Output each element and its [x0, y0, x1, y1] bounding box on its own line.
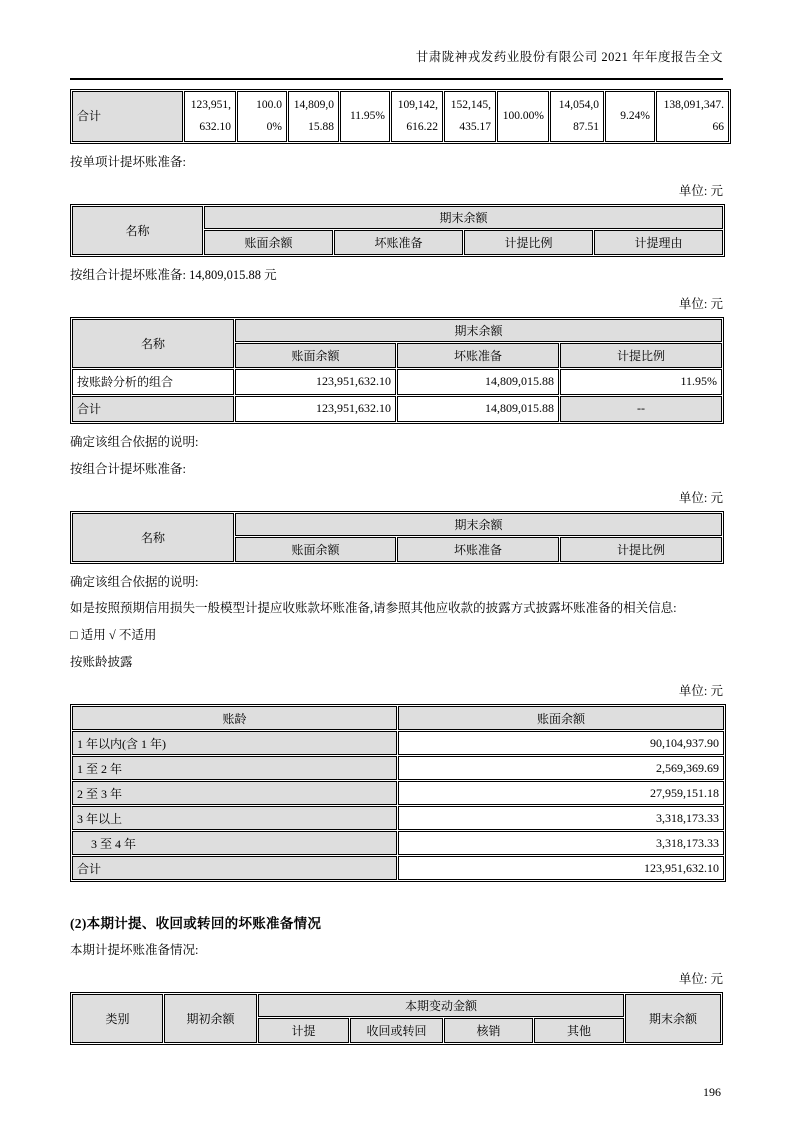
col-header-closing-balance: 期末余额: [625, 994, 721, 1043]
cell-bad-debt: 14,809,015.88: [397, 396, 559, 422]
cell-aging-label: 1 至 2 年: [72, 756, 397, 780]
col-header-period-balance: 期末余额: [235, 513, 722, 536]
col-header-reason: 计提理由: [594, 230, 723, 255]
table-header-row: [72, 206, 723, 229]
table-row-over-3y: [72, 806, 724, 830]
document-header-title: 甘肃陇神戎发药业股份有限公司 2021 年年度报告全文: [415, 50, 723, 64]
col-header-aging: 账龄: [72, 706, 397, 730]
col-header-bad-debt: 坏账准备: [334, 230, 463, 255]
cell-opening-book-ratio: 100.00%: [497, 91, 549, 142]
cell-aging-label: 1 年以内(含 1 年): [72, 731, 397, 755]
page-number: 196: [703, 1084, 721, 1099]
cell-closing-book-ratio: 100.00%: [237, 91, 287, 142]
current-period-intro: 本期计提坏账准备情况:: [70, 943, 199, 957]
cell-bad-debt: 14,809,015.88: [397, 369, 559, 395]
section-heading-current-period: (2)本期计提、收回或转回的坏账准备情况: [70, 916, 322, 931]
table-row-1-2y: [72, 756, 724, 780]
cell-closing-book-balance: 123,951,632.10: [184, 91, 236, 142]
table-row-within-1y: [72, 731, 724, 755]
col-header-opening-balance: 期初余额: [164, 994, 257, 1043]
table-row-aging-portfolio: [72, 369, 722, 395]
cell-aging-label: 3 至 4 年: [72, 831, 397, 855]
col-header-bad-debt: 坏账准备: [397, 537, 559, 562]
individual-provision-table: [70, 204, 725, 257]
col-header-name: 名称: [72, 206, 203, 255]
cell-aging-label: 2 至 3 年: [72, 781, 397, 805]
cell-book-balance: 90,104,937.90: [398, 731, 724, 755]
table-row-3-4y: [72, 831, 724, 855]
cell-book-balance: 123,951,632.10: [235, 369, 396, 395]
table-header-row: [72, 319, 722, 342]
col-header-written-off: 核销: [444, 1018, 533, 1043]
col-header-ratio: 计提比例: [560, 537, 722, 562]
cell-aging-label: 合计: [72, 856, 397, 880]
col-header-book-balance: 账面余额: [398, 706, 724, 730]
unit-label: 单位: 元: [678, 296, 723, 311]
unit-label: 单位: 元: [678, 971, 723, 986]
total-row-label: 合计: [72, 91, 183, 142]
cell-opening-book-balance: 152,145,435.17: [444, 91, 496, 142]
cell-book-balance: 27,959,151.18: [398, 781, 724, 805]
checkbox-unchecked-icon: □: [70, 628, 78, 643]
group-provision-intro-2: 按组合计提坏账准备:: [70, 461, 186, 476]
cell-ratio: --: [560, 396, 722, 422]
cell-book-balance: 123,951,632.10: [398, 856, 724, 880]
group-provision-table-2: [70, 511, 724, 564]
cell-closing-bad-debt: 14,809,015.88: [288, 91, 339, 142]
group-provision-intro: 按组合计提坏账准备: 14,809,015.88 元: [70, 267, 277, 282]
col-header-book-balance: 账面余额: [235, 537, 396, 562]
table-row: [72, 91, 729, 142]
unit-label: 单位: 元: [678, 684, 723, 698]
col-header-ratio: 计提比例: [560, 343, 722, 368]
col-header-ratio: 计提比例: [464, 230, 593, 255]
table-header-row: [72, 513, 722, 536]
col-header-recovered: 收回或转回: [350, 1018, 443, 1043]
table-header-row: [72, 706, 724, 730]
group-basis-note-2: 确定该组合依据的说明:: [70, 574, 199, 589]
total-summary-table: [70, 89, 731, 144]
col-header-other: 其他: [534, 1018, 624, 1043]
group-provision-table: [70, 317, 724, 424]
table-row-total: [72, 856, 724, 880]
cell-opening-provision-ratio: 9.24%: [605, 91, 655, 142]
cell-aging-label: 3 年以上: [72, 806, 397, 830]
col-header-book-balance: 账面余额: [235, 343, 396, 368]
cell-book-balance: 123,951,632.10: [235, 396, 396, 422]
group-basis-note: 确定该组合依据的说明:: [70, 434, 199, 449]
col-header-provision: 计提: [258, 1018, 349, 1043]
cell-opening-bad-debt: 14,054,087.51: [550, 91, 604, 142]
aging-table: [70, 704, 726, 882]
cell-closing-provision-ratio: 11.95%: [340, 91, 390, 142]
check-mark-icon: √: [108, 628, 116, 643]
ecl-disclosure-note: 如是按照预期信用损失一般模型计提应收账款坏账准备,请参照其他应收款的披露方式披露坏账准备的相关信息:: [70, 601, 677, 616]
table-row-2-3y: [72, 781, 724, 805]
col-header-name: 名称: [72, 513, 234, 562]
aging-disclosure-intro: 按账龄披露: [70, 655, 133, 670]
cell-book-balance: 2,569,369.69: [398, 756, 724, 780]
table-row-total: [72, 396, 722, 422]
cell-name: 合计: [72, 396, 234, 422]
col-header-name: 名称: [72, 319, 234, 368]
unit-label: 单位: 元: [678, 490, 723, 505]
current-period-change-table: [70, 992, 723, 1045]
col-header-bad-debt: 坏账准备: [397, 343, 559, 368]
applicable-line: [70, 627, 723, 644]
cell-name: 按账龄分析的组合: [72, 369, 234, 395]
cell-book-balance: 3,318,173.33: [398, 831, 724, 855]
cell-book-balance: 3,318,173.33: [398, 806, 724, 830]
col-header-class: 类别: [72, 994, 163, 1043]
table-header-row: [72, 994, 721, 1017]
applicable-label: 适用: [80, 628, 106, 643]
col-header-change-amount: 本期变动金额: [258, 994, 624, 1017]
unit-label: 单位: 元: [678, 183, 723, 198]
not-applicable-label: 不适用: [118, 628, 157, 643]
header-divider: [70, 78, 723, 80]
cell-ratio: 11.95%: [560, 369, 722, 395]
cell-opening-carrying-amount: 138,091,347.66: [656, 91, 729, 142]
col-header-book-balance: 账面余额: [204, 230, 333, 255]
col-header-period-balance: 期末余额: [204, 206, 723, 229]
individual-provision-intro: 按单项计提坏账准备:: [70, 155, 186, 169]
cell-closing-carrying-amount: 109,142,616.22: [391, 91, 443, 142]
col-header-period-balance: 期末余额: [235, 319, 722, 342]
